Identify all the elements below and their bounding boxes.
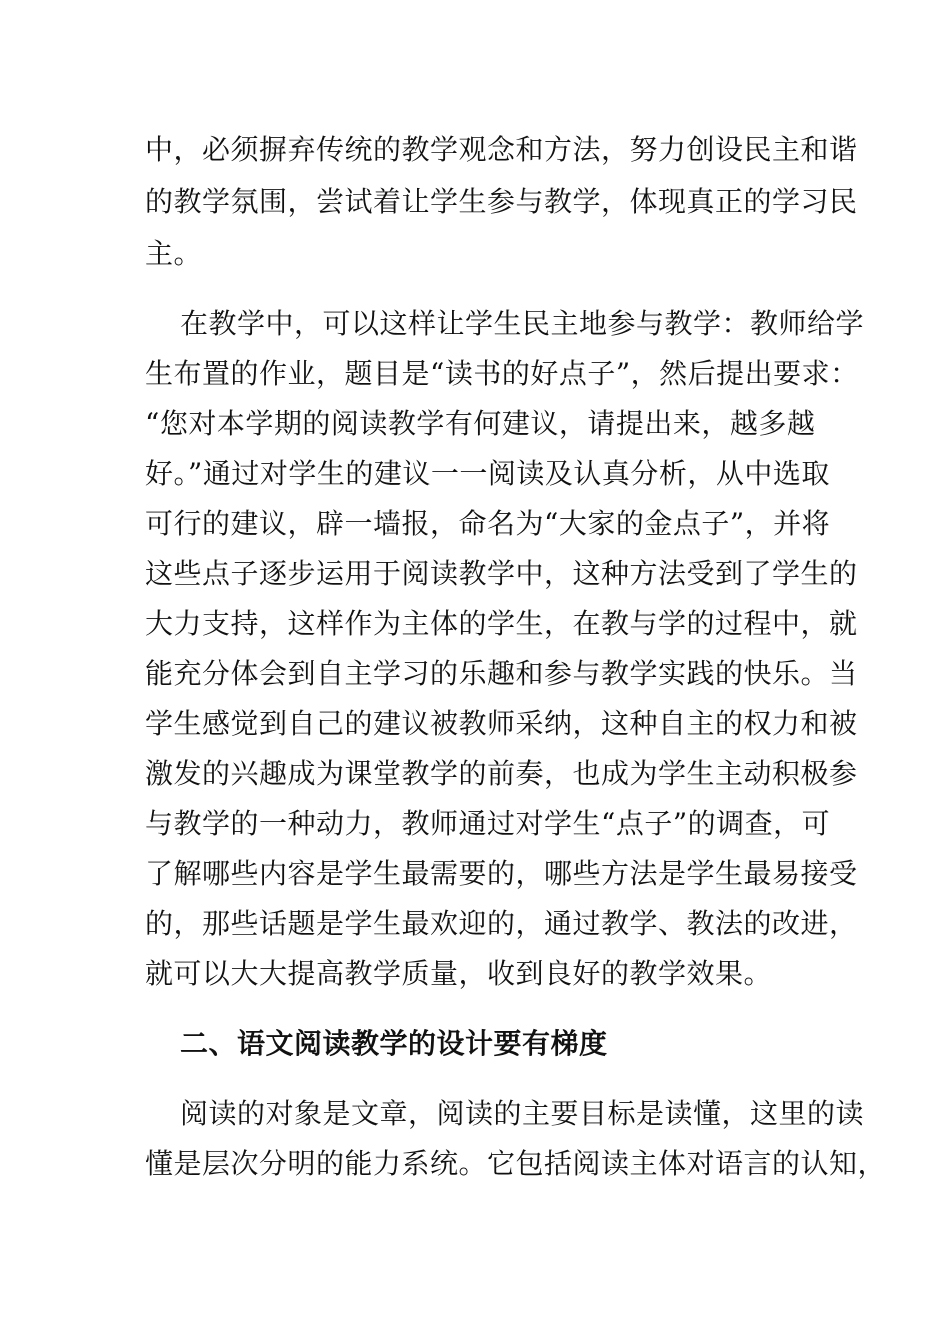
paragraph-2-line-4: 好。”通过对学生的建议一一阅读及认真分析，从中选取	[145, 457, 830, 490]
paragraph-2-line-7: 大力支持，这样作为主体的学生，在教与学的过程中，就	[145, 607, 858, 640]
paragraph-2-line-1: 在教学中，可以这样让学生民主地参与教学：教师给学	[180, 307, 865, 340]
paragraph-1-line-2: 的教学氛围，尝试着让学生参与教学，体现真正的学习民	[145, 185, 858, 218]
section-heading: 二、语文阅读教学的设计要有梯度	[180, 1027, 608, 1060]
paragraph-2-line-13: 的，那些话题是学生最欢迎的，通过教学、教法的改进，	[145, 907, 858, 940]
paragraph-2-line-9: 学生感觉到自己的建议被教师采纳，这种自主的权力和被	[145, 707, 858, 740]
paragraph-2-line-14: 就可以大大提高教学质量，收到良好的教学效果。	[145, 957, 773, 990]
paragraph-2-line-12: 了解哪些内容是学生最需要的，哪些方法是学生最易接受	[145, 857, 858, 890]
paragraph-3-line-1: 阅读的对象是文章，阅读的主要目标是读懂，这里的读	[180, 1097, 865, 1130]
paragraph-1-line-1: 中，必须摒弃传统的教学观念和方法，努力创设民主和谐	[145, 133, 858, 166]
paragraph-2-line-2: 生布置的作业，题目是“读书的好点子”，然后提出要求：	[145, 357, 859, 390]
paragraph-2-line-10: 激发的兴趣成为课堂教学的前奏，也成为学生主动积极参	[145, 757, 858, 790]
paragraph-2-line-8: 能充分体会到自主学习的乐趣和参与教学实践的快乐。当	[145, 657, 858, 690]
paragraph-2-line-5: 可行的建议，辟一墙报，命名为“大家的金点子”，并将	[145, 507, 831, 540]
paragraph-3-line-2: 懂是层次分明的能力系统。它包括阅读主体对语言的认知，	[145, 1147, 887, 1180]
paragraph-2-line-11: 与教学的一种动力，教师通过对学生“点子”的调查，可	[145, 807, 831, 840]
paragraph-1-line-3: 主。	[145, 237, 203, 270]
paragraph-2-line-3: “您对本学期的阅读教学有何建议，请提出来，越多越	[145, 407, 816, 440]
paragraph-2-line-6: 这些点子逐步运用于阅读教学中，这种方法受到了学生的	[145, 557, 858, 590]
